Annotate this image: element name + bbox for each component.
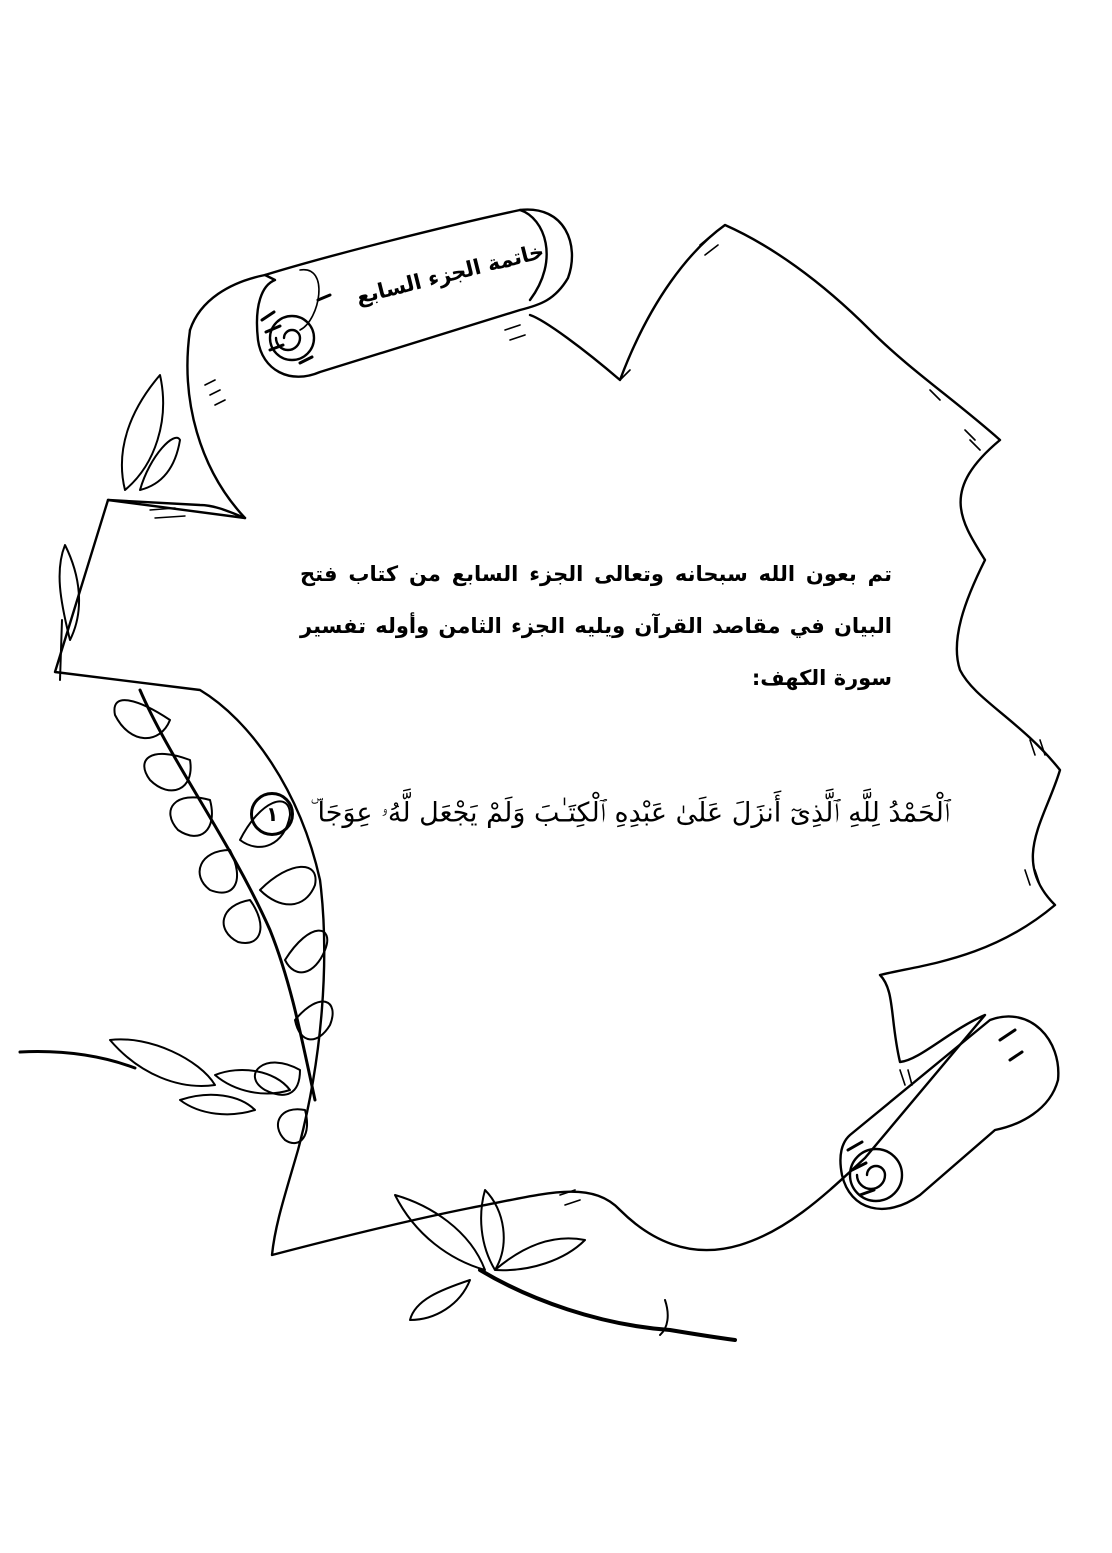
closing-note: تم بعون الله سبحانه وتعالى الجزء السابع من كتاب فتح البيان في مقاصد القرآن ويليه الجزء الثامن وأوله تفسير سورة الكهف:: [300, 562, 892, 690]
quran-verse: [266, 792, 950, 836]
banner-title: خاتمة الجزء السابع: [353, 239, 547, 309]
bottom-scroll-roll: [840, 1016, 1058, 1208]
olive-branch-left: [140, 690, 315, 1100]
verse-text: ٱلْحَمْدُ لِلَّهِ ٱلَّذِىٓ أَنزَلَ عَلَىٰ عَبْدِهِ ٱلْكِتَـٰبَ وَلَمْ يَجْعَل لَّهُۥ عِوَجَا ۜ: [310, 797, 950, 829]
olive-branch-bottom: [480, 1270, 735, 1340]
olive-leaves-upper-left: [60, 375, 180, 680]
parchment-sheet: [55, 225, 1060, 1255]
verse-number-marker: ١: [250, 792, 294, 836]
